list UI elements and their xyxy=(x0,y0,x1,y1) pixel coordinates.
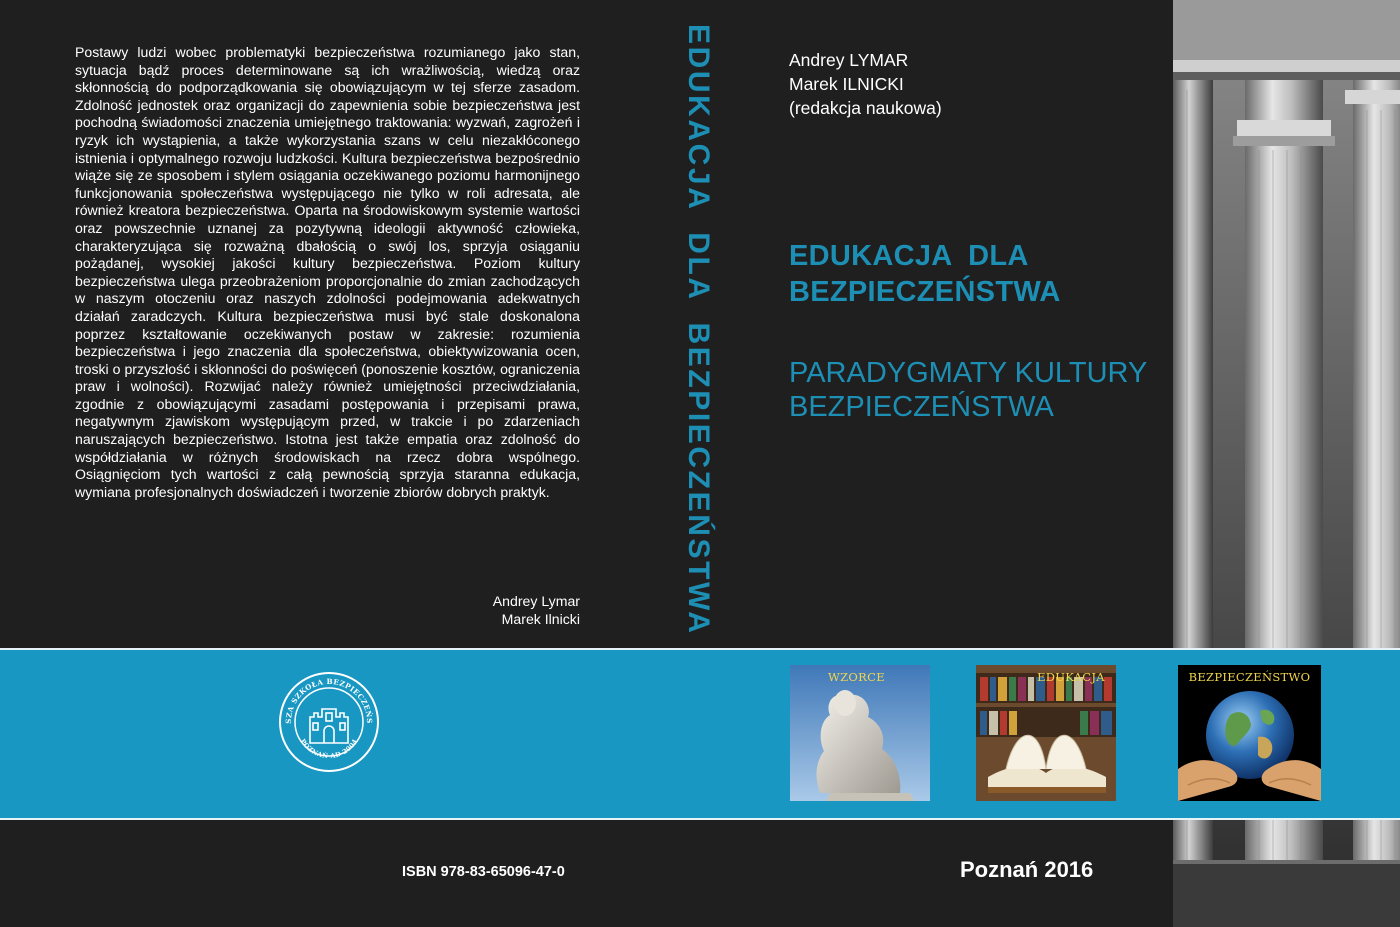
open-book-image xyxy=(976,665,1116,801)
spine-title: EDUKACJA DLA BEZPIECZEŃSTWA xyxy=(682,24,715,636)
castle-seal-icon xyxy=(278,671,380,773)
thinker-statue-image xyxy=(790,665,930,801)
thumbnail-label-wzorce: WZORCE xyxy=(828,670,885,684)
thumbnail-label-bezpieczenstwo: BEZPIECZEŃSTWO xyxy=(1188,670,1311,684)
book-subtitle xyxy=(789,356,1169,424)
globe-in-hands-image xyxy=(1178,665,1321,801)
seal-bottom-text: POZNAŃ AD 2004 xyxy=(298,737,360,761)
book-title-line-1: EDUKACJA DLA xyxy=(789,240,1029,272)
blurb-signature xyxy=(380,592,580,628)
thumbnail-edukacja xyxy=(976,665,1116,801)
book-subtitle-line-1: PARADYGMATY KULTURY xyxy=(789,357,1148,389)
signature-author-1: Andrey Lymar xyxy=(492,593,580,609)
svg-text:POZNAŃ AD 2004 xyxy=(299,737,360,760)
thumbnail-label-edukacja: EDUKACJA xyxy=(1037,670,1105,684)
front-authors xyxy=(789,48,942,120)
editor-note: (redakcja naukowa) xyxy=(789,98,942,118)
book-title-line-2: BEZPIECZEŃSTWA xyxy=(789,276,1061,308)
signature-author-2: Marek Ilnicki xyxy=(501,611,580,627)
author-2: Marek ILNICKI xyxy=(789,74,904,94)
seal-ring-text: SZA SZKOŁA BEZPIECZEŃS xyxy=(283,676,375,724)
back-cover-blurb: Postawy ludzi wobec problematyki bezpieczeństwa rozumianego jako stan, sytuacja bądź proces determinowane są ich wrażliwością, wiedzą oraz skłonnością do podporządkowania się obowiązującym w tej sferze zasadom. Zdolność jednostek oraz organizacji do zapewnienia sobie bezpieczeństwa jest pochodną świadomości znaczenia umiejętnego traktowania: wyzwań, zagrożeń i ryzyk ich wystąpienia, a także wykorzystania szans w celu niezakłóconego istnienia i optymalnego rozwoju ludzkości. Kultura bezpieczeństwa bezpośrednio wiąże się ze sposobem i stylem osiągania oczekiwanego poziomu harmonijnego funkcjonowania społeczeństwa występującego nie tylko w roli adresata, ale również kreatora bezpieczeństwa. Oparta na środowiskowym systemie wartości oraz powszechnie uznanej za pozytywną ideologii aktywność człowieka, charakteryzująca się rozważną dbałością o swój los, sprzyja osiąganiu pożądanej, wysokiej jakości kultury bezpieczeństwa. Poziom kultury bezpieczeństwa ulega przeobrażeniom proporcjonalnie do zmian zachodzących w naszym otoczeniu oraz naszych zdolności podejmowania adekwatnych działań zaradczych. Kultura bezpieczeństwa musi być stale doskonalona poprzez kształtowanie oczekiwanych postaw w zakresie: rozumienia bezpieczeństwa i jego znaczenia dla społeczeństwa, obiektywizowania ocen, troski o przyszłość i skłonności do poświęceń (ponoszenie kosztów, ograniczenia praw i wolności). Rozwijać należy również umiejętności przeciwdziałania, zgodnie z obowiązującymi zasadami postępowania i przepisami prawa, negatywnym zjawiskom występującym przed, w trakcie i po zdarzeniach naruszających bezpieczeństwo. Istotna jest także empatia oraz zdolność do współdziałania w różnych środowiskach na rzecz dobra wspólnego. Osiągnięciom tych wartości z całą pewnością sprzyja staranna edukacja, wymiana profesjonalnych doświadczeń i tworzenie zbiorów dobrych praktyk. xyxy=(75,44,580,500)
isbn: ISBN 978-83-65096-47-0 xyxy=(402,864,565,880)
place-year: Poznań 2016 xyxy=(960,857,1094,882)
thumbnail-wzorce xyxy=(790,665,930,801)
book-title xyxy=(789,238,1149,310)
thumbnail-bezpieczenstwo xyxy=(1178,665,1321,801)
book-subtitle-line-2: BEZPIECZEŃSTWA xyxy=(789,391,1054,423)
publisher-seal xyxy=(278,671,380,773)
book-spine xyxy=(678,24,718,636)
author-1: Andrey LYMAR xyxy=(789,50,909,70)
